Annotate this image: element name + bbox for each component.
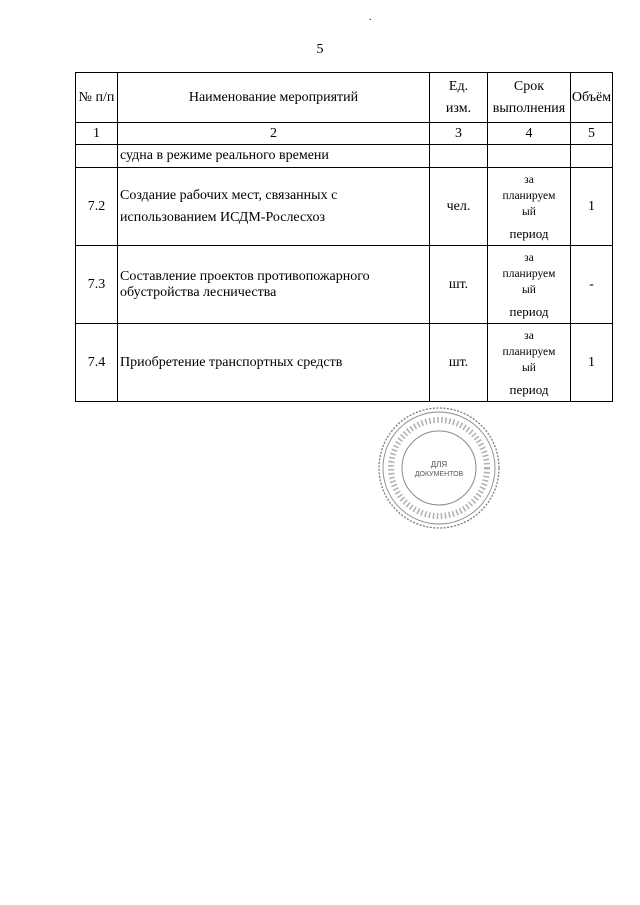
row-volume: - xyxy=(571,246,613,324)
row-term xyxy=(488,246,571,324)
stamp-text-line1: ДЛЯ xyxy=(430,460,448,469)
header-term-line2: выполнения xyxy=(492,100,566,116)
continuation-text: судна в режиме реального времени xyxy=(118,145,430,168)
table-row xyxy=(76,168,613,246)
row-term-line1: за xyxy=(524,251,534,264)
row-volume: 1 xyxy=(571,324,613,402)
row-term-line4: период xyxy=(509,225,549,241)
column-number: 3 xyxy=(430,123,488,145)
round-seal-stamp xyxy=(376,405,502,531)
column-numbers-row xyxy=(76,123,613,145)
row-unit: шт. xyxy=(430,324,488,402)
row-num: 7.3 xyxy=(76,246,118,324)
page-mark-dot: . xyxy=(369,12,372,23)
header-term xyxy=(488,73,571,123)
row-term-line3: ый xyxy=(522,205,536,218)
column-number: 1 xyxy=(76,123,118,145)
row-term-line3: ый xyxy=(522,361,536,374)
continuation-unit-cell xyxy=(430,145,488,168)
header-num: № п/п xyxy=(76,73,118,123)
activities-table xyxy=(75,72,613,402)
row-term-line2: планируем xyxy=(502,267,556,280)
row-term xyxy=(488,324,571,402)
row-term xyxy=(488,168,571,246)
continuation-num-cell xyxy=(76,145,118,168)
header-unit xyxy=(430,73,488,123)
row-term-line2: планируем xyxy=(502,345,556,358)
header-unit-line2: изм. xyxy=(445,100,472,116)
row-term-line2: планируем xyxy=(502,189,556,202)
row-term-line3: ый xyxy=(522,283,536,296)
row-name-line1: Составление проектов противопожарного xyxy=(120,268,370,284)
row-name-line1: Создание рабочих мест, связанных с xyxy=(120,187,338,203)
header-name: Наименование мероприятий xyxy=(118,73,430,123)
row-name-line1: Приобретение транспортных средств xyxy=(120,354,343,370)
row-name-line2: использованием ИСДМ-Рослесхоз xyxy=(120,209,326,225)
row-term-line1: за xyxy=(524,173,534,186)
row-num: 7.2 xyxy=(76,168,118,246)
table-header-row xyxy=(76,73,613,123)
row-term-line1: за xyxy=(524,329,534,342)
row-num: 7.4 xyxy=(76,324,118,402)
stamp-text-line2: ДОКУМЕНТОВ xyxy=(414,471,464,478)
column-number: 2 xyxy=(118,123,430,145)
table-row xyxy=(76,324,613,402)
row-name xyxy=(118,246,430,324)
continuation-term-cell xyxy=(488,145,571,168)
header-volume: Объём xyxy=(571,73,613,123)
continuation-volume-cell xyxy=(571,145,613,168)
header-term-line1: Срок xyxy=(513,78,545,94)
continuation-row xyxy=(76,145,613,168)
row-volume: 1 xyxy=(571,168,613,246)
row-name-line2: обустройства лесничества xyxy=(120,284,277,300)
page-number: 5 xyxy=(316,42,324,57)
table-row xyxy=(76,246,613,324)
column-number: 5 xyxy=(571,123,613,145)
row-term-line4: период xyxy=(509,381,549,397)
row-term-line4: период xyxy=(509,303,549,319)
column-number: 4 xyxy=(488,123,571,145)
row-unit: шт. xyxy=(430,246,488,324)
row-unit: чел. xyxy=(430,168,488,246)
row-name xyxy=(118,168,430,246)
row-name xyxy=(118,324,430,402)
header-unit-line1: Ед. xyxy=(448,78,469,94)
